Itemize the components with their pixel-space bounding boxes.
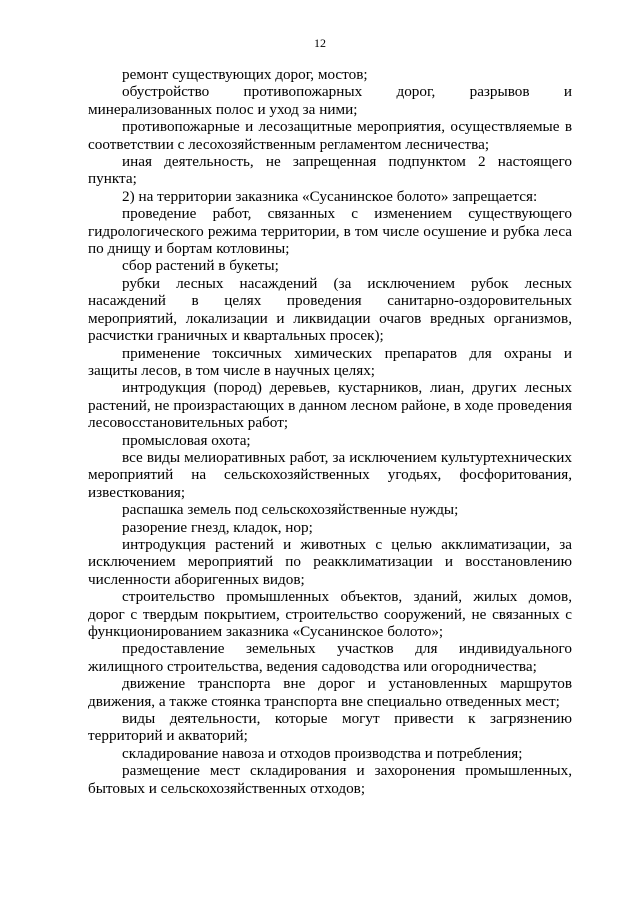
paragraph: иная деятельность, не запрещенная подпунктом 2 настоящего пункта; — [88, 153, 572, 188]
paragraph: противопожарные и лесозащитные мероприятия, осуществляемые в соответствии с лесохозяйственным регламентом лесничества; — [88, 118, 572, 153]
paragraph: складирование навоза и отходов производства и потребления; — [122, 744, 523, 762]
document-body — [88, 66, 572, 797]
paragraph: все виды мелиоративных работ, за исключением культуртехнических мероприятий на сельскохозяйственных угодьях, фосфоритования, известкования; — [88, 448, 572, 501]
paragraph: разорение гнезд, кладок, нор; — [122, 518, 313, 536]
paragraph: сбор растений в букеты; — [122, 257, 279, 275]
paragraph: 2) на территории заказника «Сусанинское болото» запрещается: — [122, 187, 538, 205]
paragraph: обустройство противопожарных дорог, разрывов и минерализованных полос и уход за ними; — [88, 83, 572, 118]
paragraph: размещение мест складирования и захоронения промышленных, бытовых и сельскохозяйственных отходов; — [88, 762, 572, 797]
paragraph: рубки лесных насаждений (за исключением рубок лесных насаждений в целях проведения санитарно-оздоровительных мероприятий, локализации и ликвидации очагов вредных организмов, расчистки граничных и квартальных просек); — [88, 274, 572, 345]
paragraph: движение транспорта вне дорог и установленных маршрутов движения, а также стоянка транспорта вне специально отведенных мест; — [88, 675, 572, 710]
paragraph: интродукция (пород) деревьев, кустарников, лиан, других лесных растений, не произрастающих в данном лесном районе, в ходе проведения лесовосстановительных работ; — [88, 379, 572, 432]
paragraph: применение токсичных химических препаратов для охраны и защиты лесов, в том числе в научных целях; — [88, 344, 572, 379]
page-number: 12 — [314, 36, 326, 50]
paragraph: предоставление земельных участков для индивидуального жилищного строительства, ведения садоводства или огородничества; — [88, 640, 572, 675]
paragraph: проведение работ, связанных с изменением существующего гидрологического режима территории, в том числе осушение и рубка леса по днищу и бортам котловины; — [88, 205, 572, 258]
paragraph: строительство промышленных объектов, зданий, жилых домов, дорог с твердым покрытием, строительство сооружений, не связанных с функционированием заказника «Сусанинское болото»; — [88, 588, 572, 640]
paragraph: распашка земель под сельскохозяйственные нужды; — [122, 501, 459, 519]
paragraph: интродукция растений и животных с целью акклиматизации, за исключением мероприятий по реакклиматизации и восстановлению численности аборигенных видов; — [88, 535, 572, 588]
paragraph: промысловая охота; — [122, 431, 251, 449]
paragraph: виды деятельности, которые могут привести к загрязнению территорий и акваторий; — [88, 710, 572, 745]
paragraph: ремонт существующих дорог, мостов; — [122, 66, 368, 83]
